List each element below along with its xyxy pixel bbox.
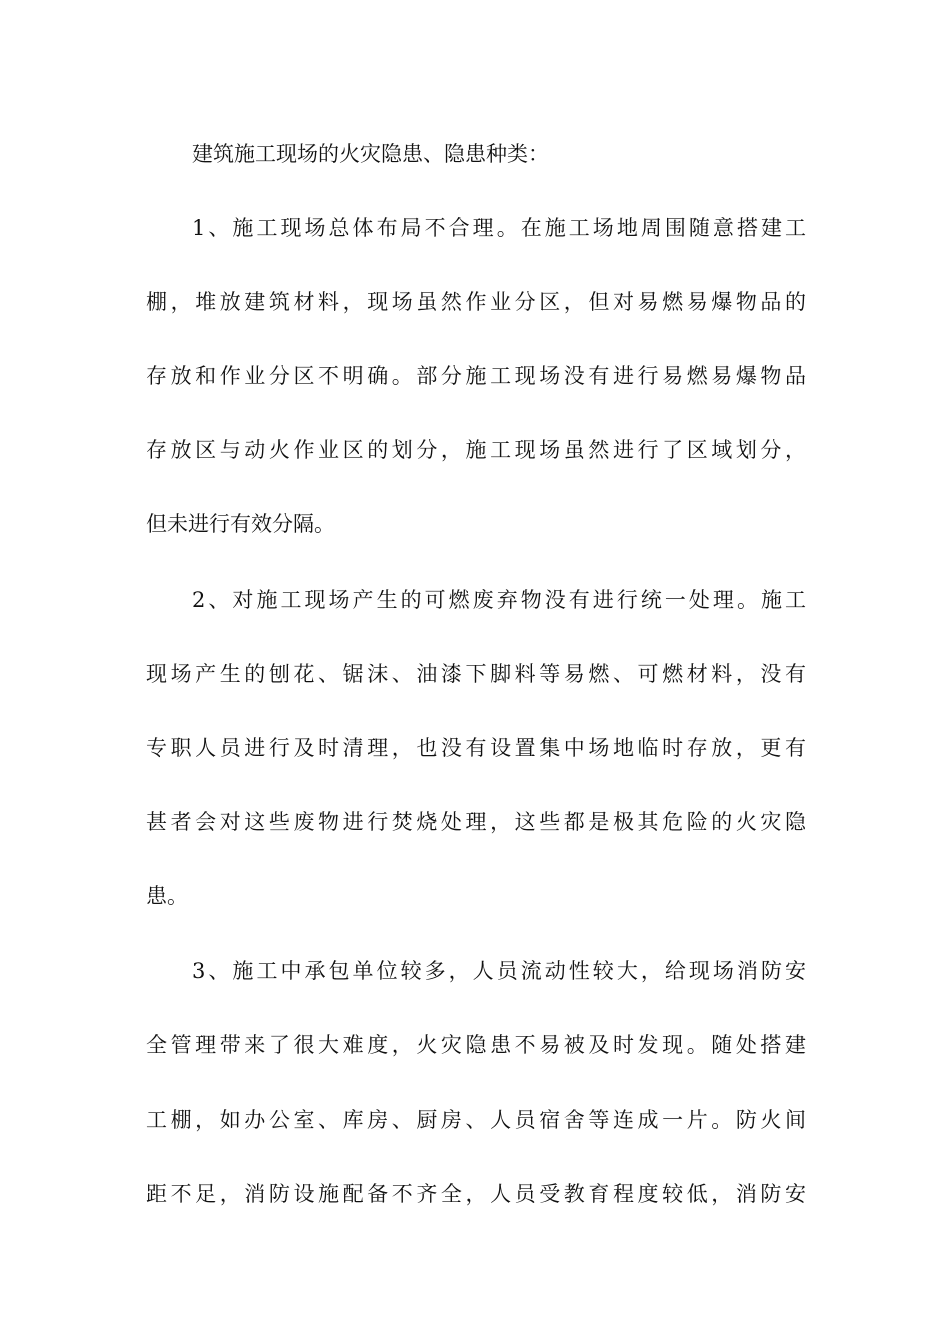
paragraph-2-line-3: 专职人员进行及时清理，也没有设置集中场地临时存放，更有	[146, 736, 806, 760]
paragraph-3-line-1: 3、施工中承包单位较多，人员流动性较大，给现场消防安	[192, 959, 806, 983]
paragraph-1-line-3: 存放和作业分区不明确。部分施工现场没有进行易燃易爆物品	[146, 364, 806, 388]
paragraph-2-line-4: 甚者会对这些废物进行焚烧处理，这些都是极其危险的火灾隐	[146, 810, 806, 834]
paragraph-3-line-4: 距不足，消防设施配备不齐全，人员受教育程度较低，消防安	[146, 1182, 806, 1206]
section-heading: 建筑施工现场的火灾隐患、隐患种类：	[192, 142, 549, 166]
paragraph-1-line-1: 1、施工现场总体布局不合理。在施工场地周围随意搭建工	[192, 216, 806, 240]
paragraph-1-line-4: 存放区与动火作业区的划分，施工现场虽然进行了区域划分，	[146, 438, 806, 462]
paragraph-3-line-2: 全管理带来了很大难度，火灾隐患不易被及时发现。随处搭建	[146, 1033, 806, 1057]
paragraph-3-line-3: 工棚，如办公室、库房、厨房、人员宿舍等连成一片。防火间	[146, 1108, 806, 1132]
paragraph-2-line-1: 2、对施工现场产生的可燃废弃物没有进行统一处理。施工	[192, 588, 806, 612]
paragraph-1-line-2: 棚，堆放建筑材料，现场虽然作业分区，但对易燃易爆物品的	[146, 290, 806, 314]
paragraph-1-line-5: 但未进行有效分隔。	[146, 512, 335, 536]
paragraph-2-line-5: 患。	[146, 884, 188, 908]
paragraph-2-line-2: 现场产生的刨花、锯沫、油漆下脚料等易燃、可燃材料，没有	[146, 662, 806, 686]
